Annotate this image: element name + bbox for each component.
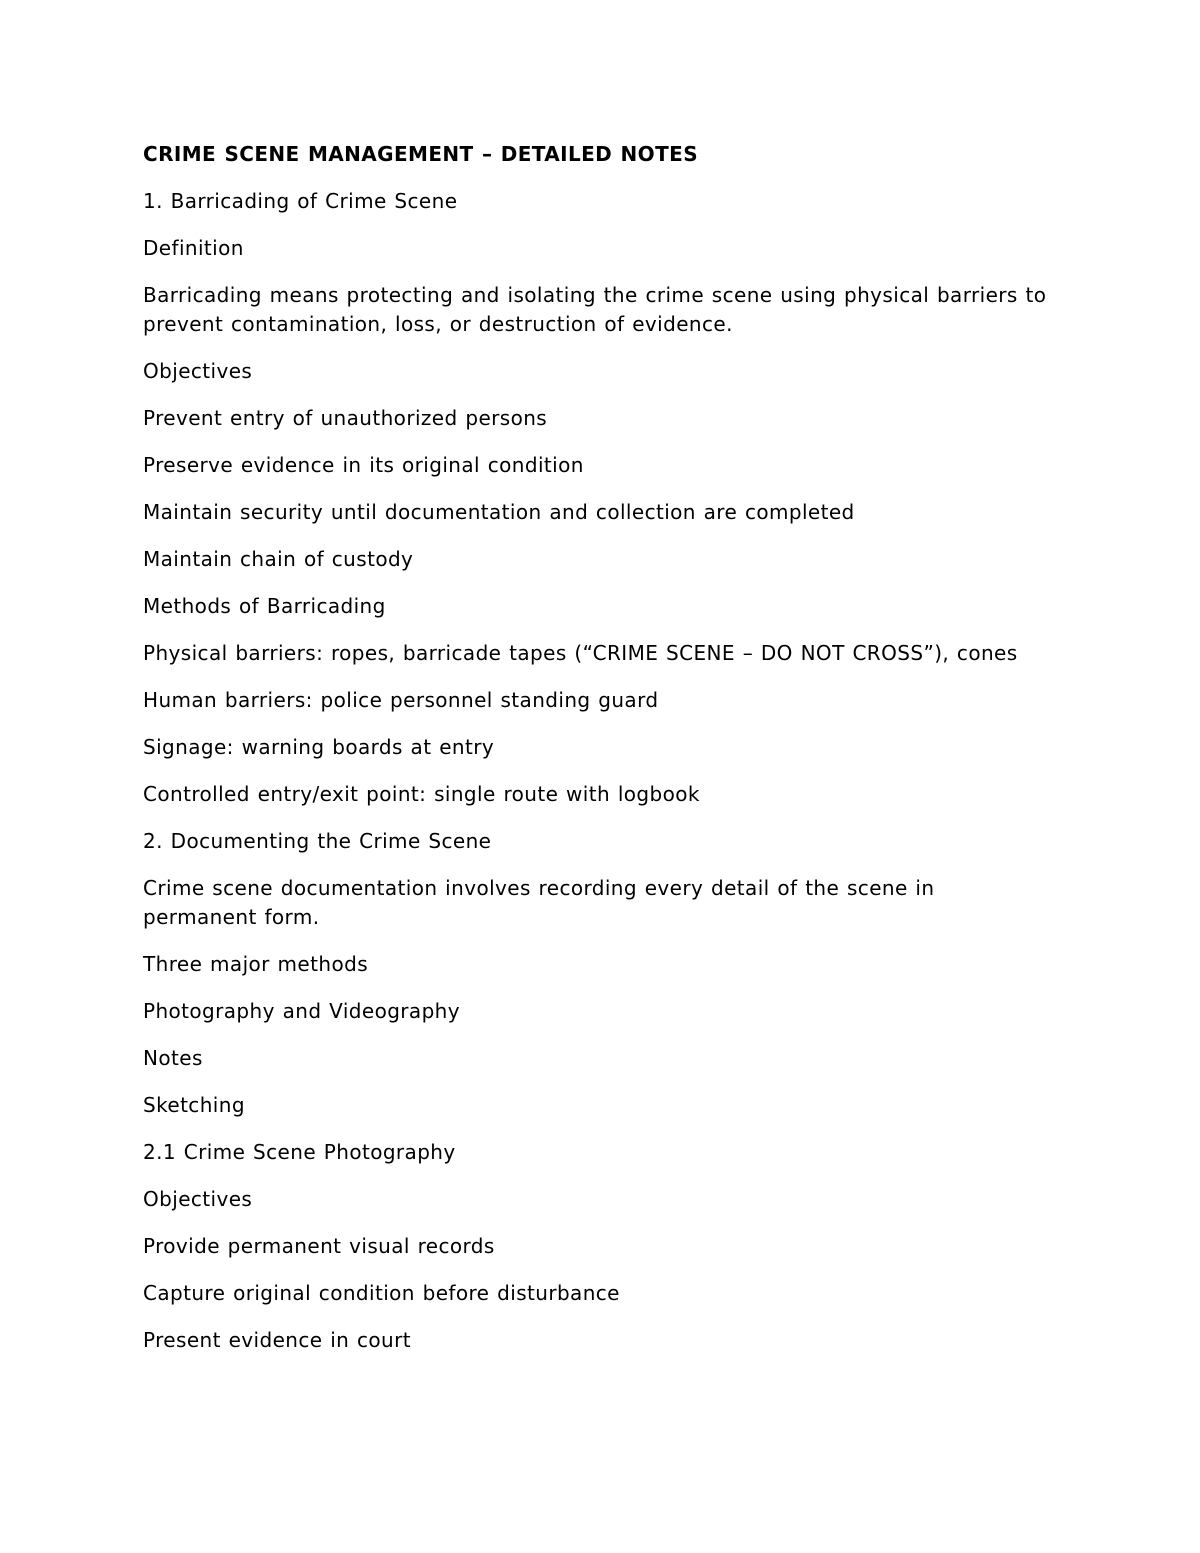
paragraph: Notes: [143, 1046, 203, 1070]
paragraph: Objectives: [143, 359, 253, 383]
paragraph: Preserve evidence in its original condition: [143, 453, 584, 477]
document-body: [143, 140, 1055, 1355]
paragraph: 1. Barricading of Crime Scene: [143, 189, 458, 213]
paragraph: Definition: [143, 236, 244, 260]
paragraph: Capture original condition before disturbance: [143, 1281, 620, 1305]
paragraph: Photography and Videography: [143, 999, 460, 1023]
paragraph: Signage: warning boards at entry: [143, 735, 495, 759]
paragraph: Human barriers: police personnel standing guard: [143, 688, 659, 712]
paragraph: Methods of Barricading: [143, 594, 386, 618]
paragraph: 2.1 Crime Scene Photography: [143, 1140, 456, 1164]
paragraph: Provide permanent visual records: [143, 1234, 495, 1258]
paragraph: Present evidence in court: [143, 1328, 411, 1352]
paragraph: Maintain chain of custody: [143, 547, 414, 571]
paragraph: Objectives: [143, 1187, 253, 1211]
paragraph: Crime scene documentation involves recording every detail of the scene in permanent form.: [143, 876, 935, 929]
paragraph: Maintain security until documentation and collection are completed: [143, 500, 855, 524]
document-title: CRIME SCENE MANAGEMENT – DETAILED NOTES: [143, 142, 698, 166]
paragraph: Three major methods: [143, 952, 369, 976]
paragraph: Controlled entry/exit point: single route with logbook: [143, 782, 700, 806]
paragraph: Physical barriers: ropes, barricade tapes (“CRIME SCENE – DO NOT CROSS”), cones: [143, 641, 1018, 665]
paragraph: 2. Documenting the Crime Scene: [143, 829, 492, 853]
paragraph: Sketching: [143, 1093, 245, 1117]
paragraph: Barricading means protecting and isolating the crime scene using physical barriers to prevent contamination, loss, or destruction of evidence.: [143, 283, 1047, 336]
paragraph: Prevent entry of unauthorized persons: [143, 406, 548, 430]
